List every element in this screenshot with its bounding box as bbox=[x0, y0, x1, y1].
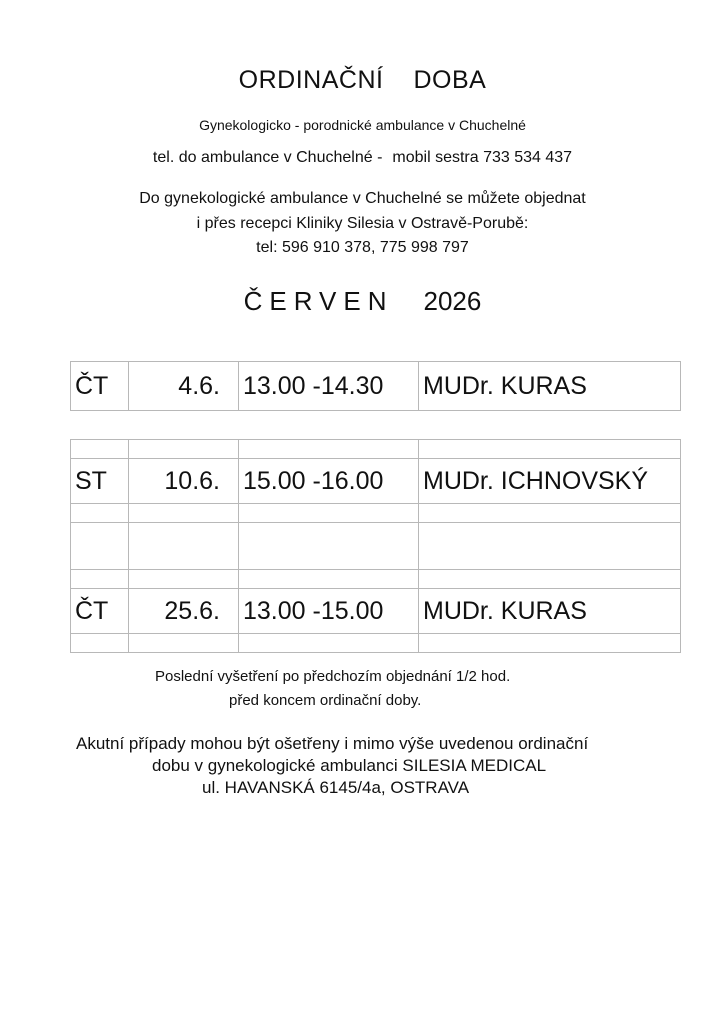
acute-line-2: dobu v gynekologické ambulanci SILESIA MEDICAL bbox=[152, 756, 547, 775]
schedule-doctor: MUDr. ICHNOVSKÝ bbox=[419, 459, 681, 504]
schedule-date: 25.6. bbox=[129, 589, 239, 634]
phone-line bbox=[0, 149, 725, 167]
empty-row bbox=[71, 504, 681, 523]
schedule-date: 4.6. bbox=[129, 362, 239, 411]
schedule-row bbox=[71, 459, 681, 504]
acute-line-3: ul. HAVANSKÁ 6145/4a, OSTRAVA bbox=[202, 778, 470, 797]
schedule-table-2 bbox=[70, 439, 681, 653]
month-name: ČERVEN bbox=[243, 286, 394, 316]
subtitle: Gynekologicko - porodnické ambulance v Chuchelné bbox=[199, 117, 526, 133]
phone-mobile: mobil sestra 733 534 437 bbox=[392, 149, 573, 166]
empty-row bbox=[71, 570, 681, 589]
schedule-doctor: MUDr. KURAS bbox=[419, 589, 681, 634]
schedule-time: 13.00 -15.00 bbox=[239, 589, 419, 634]
schedule-day: ČT bbox=[71, 589, 129, 634]
schedule-table-1 bbox=[70, 361, 681, 411]
title-word-doba: DOBA bbox=[413, 66, 487, 94]
schedule-date: 10.6. bbox=[129, 459, 239, 504]
note-line-2: před koncem ordinační doby. bbox=[229, 692, 422, 709]
schedule-day: ST bbox=[71, 459, 129, 504]
title-word-ordinacni: ORDINAČNÍ bbox=[238, 66, 384, 94]
month-year: 2026 bbox=[423, 286, 482, 316]
phone-label: tel. do ambulance v Chuchelné - bbox=[152, 149, 383, 166]
spacer-row bbox=[71, 634, 681, 653]
schedule-row bbox=[71, 362, 681, 411]
empty-row bbox=[71, 523, 681, 570]
schedule-row bbox=[71, 589, 681, 634]
page-title bbox=[0, 66, 725, 95]
acute-line-1: Akutní případy mohou být ošetřeny i mimo výše uvedenou ordinační bbox=[76, 734, 589, 753]
spacer-row bbox=[71, 440, 681, 459]
schedule-doctor: MUDr. KURAS bbox=[419, 362, 681, 411]
info-line-1: Do gynekologické ambulance v Chuchelné se můžete objednat bbox=[139, 190, 586, 207]
note-line-1: Poslední vyšetření po předchozím objednání 1/2 hod. bbox=[155, 668, 511, 685]
schedule-time: 15.00 -16.00 bbox=[239, 459, 419, 504]
info-line-3: tel: 596 910 378, 775 998 797 bbox=[256, 239, 469, 256]
schedule-time: 13.00 -14.30 bbox=[239, 362, 419, 411]
schedule-day: ČT bbox=[71, 362, 129, 411]
info-line-2: i přes recepci Kliniky Silesia v Ostravě-Porubě: bbox=[196, 215, 529, 232]
month-heading bbox=[0, 286, 725, 317]
